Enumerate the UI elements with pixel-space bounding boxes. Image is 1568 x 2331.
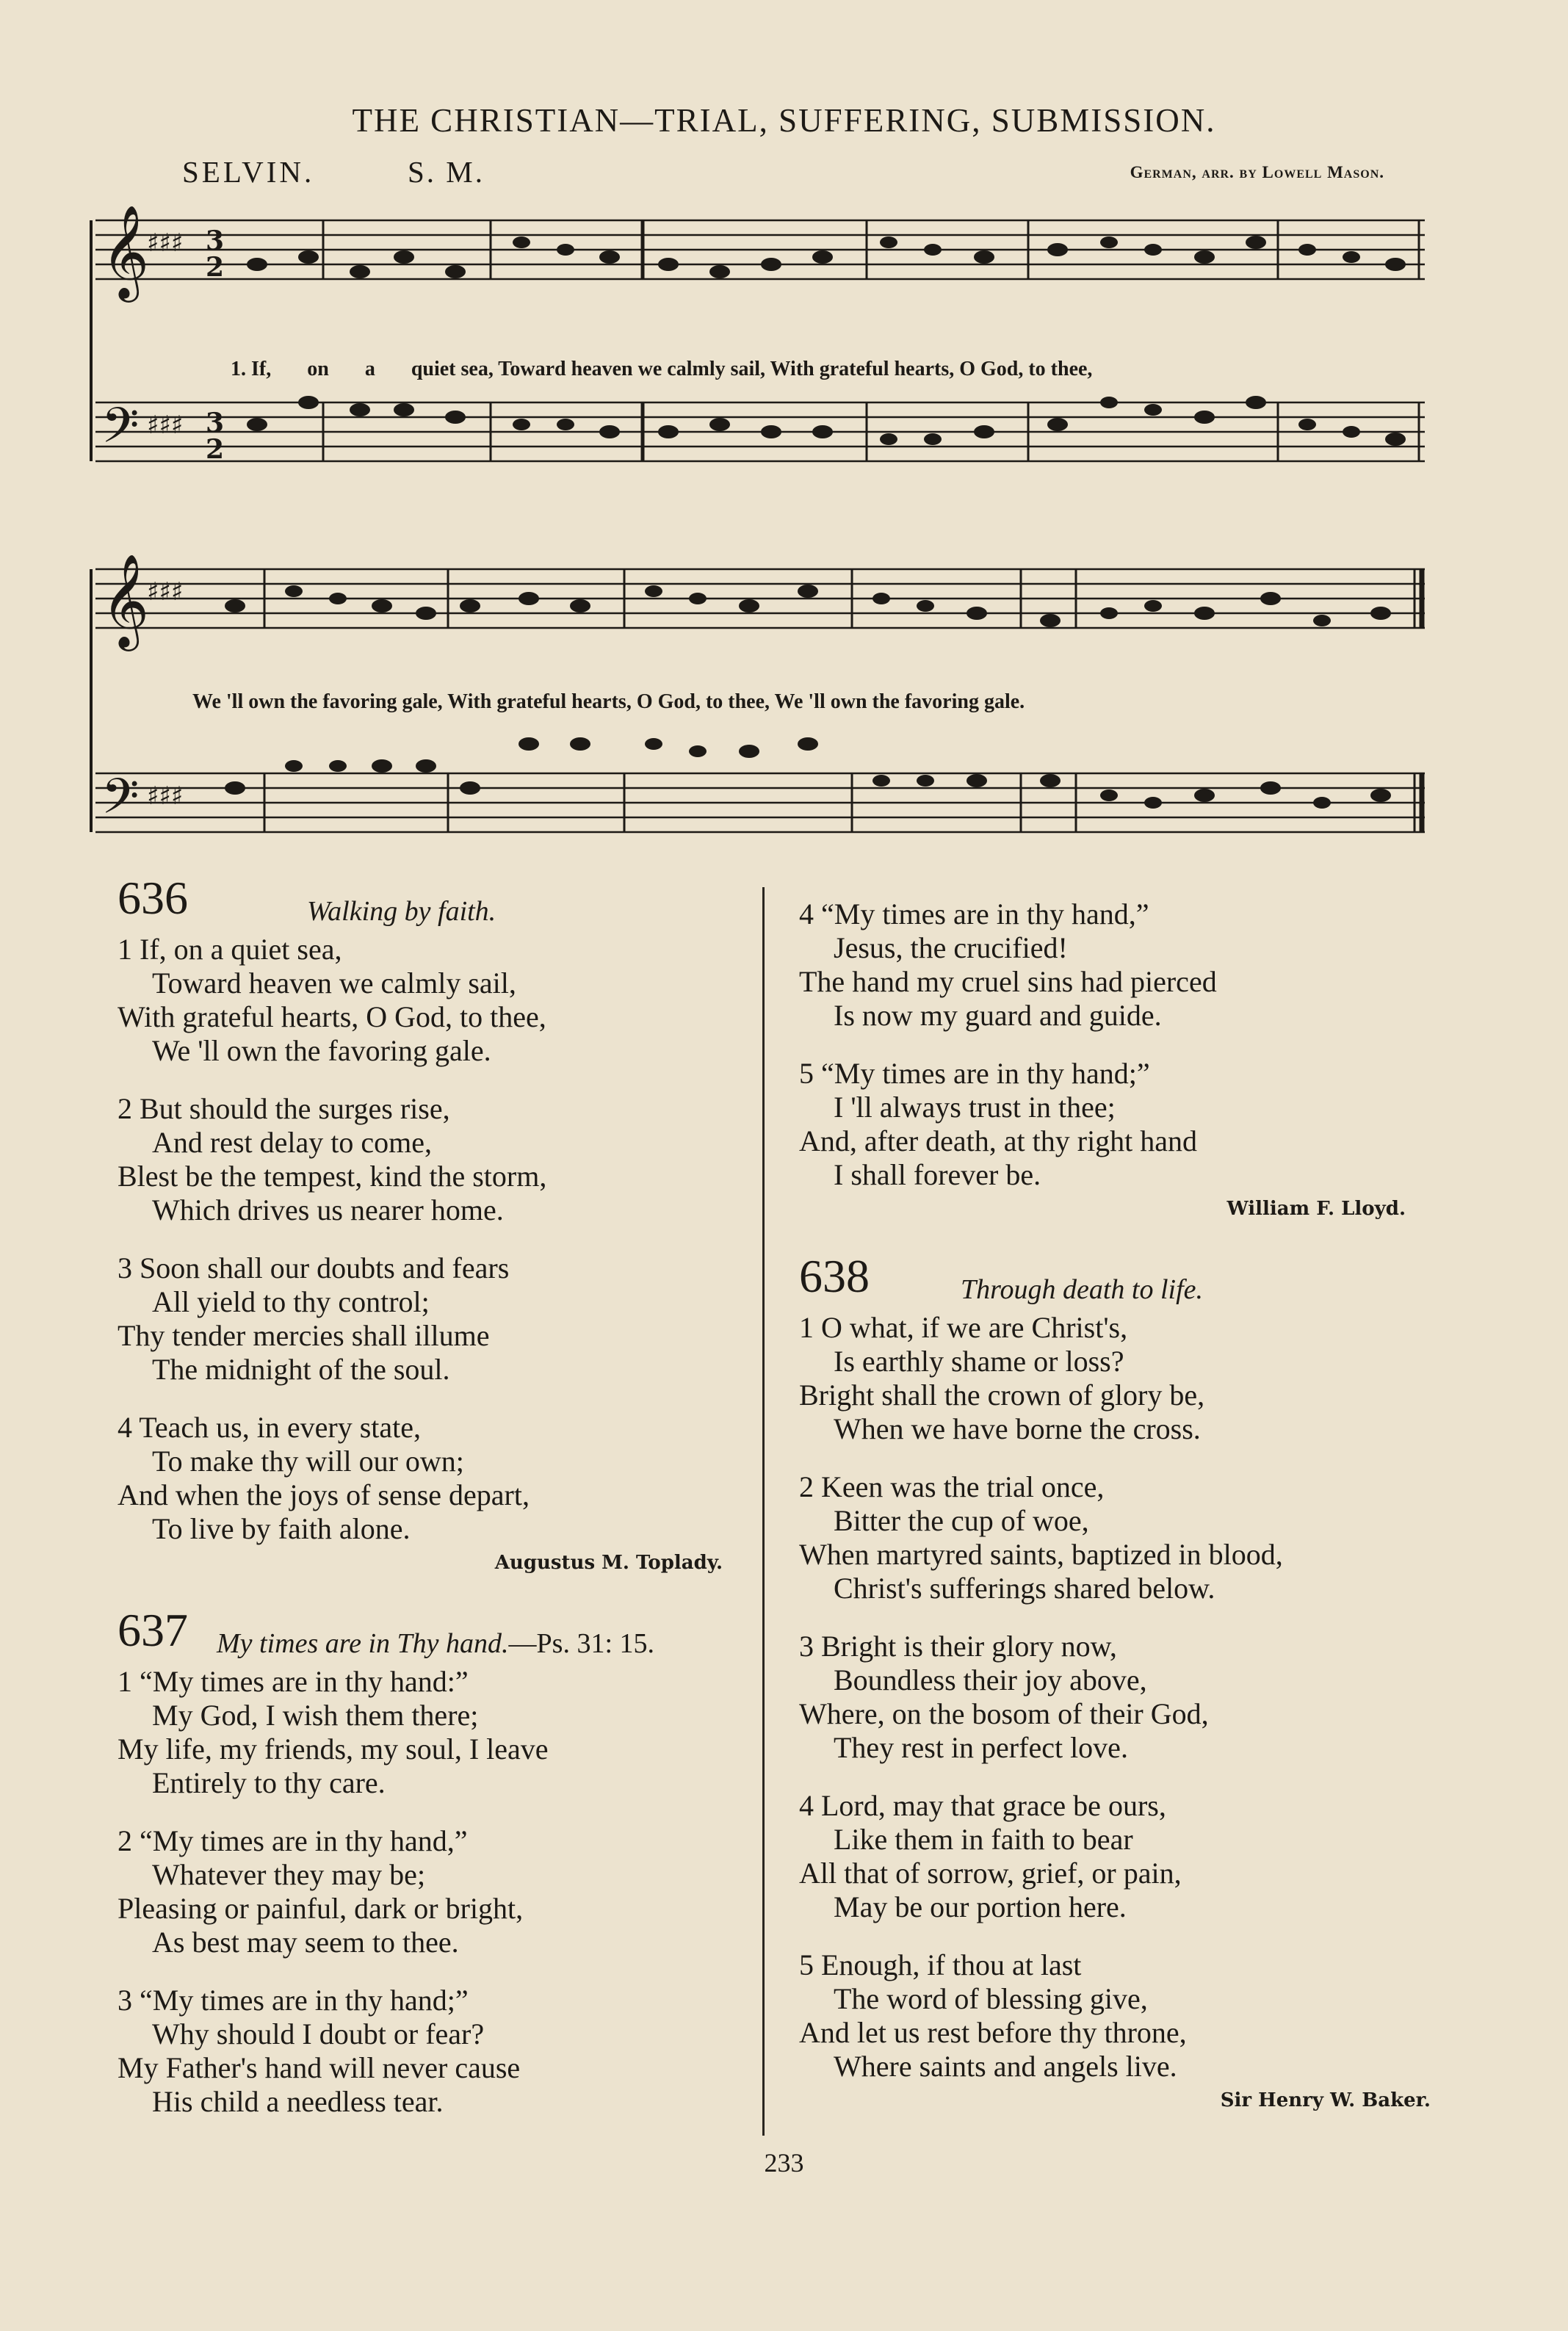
stanza xyxy=(799,1948,1409,2084)
stanza xyxy=(799,897,1409,1033)
svg-text:♯♯♯: ♯♯♯ xyxy=(147,577,184,607)
hymn-636-header xyxy=(118,872,742,933)
verse-line: 2 But should the surges rise, xyxy=(118,1092,450,1125)
author-credit: William F. Lloyd. xyxy=(1226,1198,1406,1220)
page-number: 233 xyxy=(764,2148,804,2178)
stanza xyxy=(799,1057,1409,1192)
verse-line: Bitter the cup of woe, xyxy=(834,1504,1089,1537)
verse-line: Christ's sufferings shared below. xyxy=(834,1572,1215,1605)
verse-line: They rest in perfect love. xyxy=(834,1731,1128,1764)
verse-line: 2 Keen was the trial once, xyxy=(799,1470,1105,1503)
verse-line: I shall forever be. xyxy=(834,1158,1041,1191)
verse-line: Is now my guard and guide. xyxy=(834,999,1162,1032)
verse-line: When martyred saints, baptized in blood, xyxy=(799,1538,1283,1571)
tune-name: SELVIN. xyxy=(182,155,315,189)
svg-text:♯♯♯: ♯♯♯ xyxy=(147,411,184,440)
hymn-title: My times are in Thy hand.—Ps. 31: 15. xyxy=(217,1628,655,1659)
verse-line: 1 If, on a quiet sea, xyxy=(118,933,342,966)
composer-credit: German, arr. by Lowell Mason. xyxy=(1130,163,1384,181)
verse-line: 2 “My times are in thy hand,” xyxy=(118,1824,468,1857)
verse-line: 4 “My times are in thy hand,” xyxy=(799,897,1149,930)
verse-line: Where, on the bosom of their God, xyxy=(799,1697,1209,1730)
verse-line: Bright shall the crown of glory be, xyxy=(799,1378,1205,1412)
stanza xyxy=(799,1789,1409,1924)
tune-meter: S. M. xyxy=(408,155,485,189)
section-title: THE CHRISTIAN—TRIAL, SUFFERING, SUBMISSION. xyxy=(352,102,1216,139)
verse-line: Is earthly shame or loss? xyxy=(834,1345,1124,1378)
lyrics-line-1: 1. If, on a quiet sea, Toward heaven we calmly sail, With grateful hearts, O God, to thee, xyxy=(231,358,1093,380)
verse-line: Thy tender mercies shall illume xyxy=(118,1319,490,1352)
stanza xyxy=(118,933,742,1068)
verse-line: Boundless their joy above, xyxy=(834,1663,1147,1696)
verse-line: Toward heaven we calmly sail, xyxy=(152,966,516,1000)
verse-line: His child a needless tear. xyxy=(152,2085,444,2118)
left-column xyxy=(118,872,742,2143)
verse-line: 5 Enough, if thou at last xyxy=(799,1948,1082,1981)
verse-line: The midnight of the soul. xyxy=(152,1353,450,1386)
right-column xyxy=(799,897,1431,2151)
verse-line: When we have borne the cross. xyxy=(834,1412,1201,1445)
column-divider xyxy=(762,887,765,2136)
svg-text:♯♯♯: ♯♯♯ xyxy=(147,781,184,811)
verse-line: Pleasing or painful, dark or bright, xyxy=(118,1892,524,1925)
lyrics-line-2: We 'll own the favoring gale, With grateful hearts, O God, to thee, We 'll own the favoring gale. xyxy=(192,690,1025,713)
verse-line: All that of sorrow, grief, or pain, xyxy=(799,1857,1182,1890)
hymn-638-header xyxy=(799,1250,1409,1311)
verse-line: Whatever they may be; xyxy=(152,1858,426,1891)
verse-line: 5 “My times are in thy hand;” xyxy=(799,1057,1150,1090)
verse-line: Entirely to thy care. xyxy=(152,1766,386,1799)
svg-text:2: 2 xyxy=(206,434,225,465)
stanza xyxy=(118,1251,742,1387)
verse-line: Jesus, the crucified! xyxy=(834,931,1068,964)
svg-text:♯♯♯: ♯♯♯ xyxy=(147,228,184,258)
verse-line: 3 “My times are in thy hand;” xyxy=(118,1984,469,2017)
verse-line: 4 Teach us, in every state, xyxy=(118,1411,421,1444)
verse-line: To make thy will our own; xyxy=(152,1445,464,1478)
verse-line: With grateful hearts, O God, to thee, xyxy=(118,1000,546,1033)
svg-text:𝄢: 𝄢 xyxy=(101,768,140,836)
hymn-number: 638 xyxy=(799,1250,870,1302)
stanza xyxy=(118,1824,742,1959)
verse-line: As best may seem to thee. xyxy=(152,1926,459,1959)
verse-line: Why should I doubt or fear? xyxy=(152,2017,485,2050)
verse-line: And, after death, at thy right hand xyxy=(799,1124,1198,1157)
author-credit: Sir Henry W. Baker. xyxy=(1220,2089,1431,2111)
verse-line: All yield to thy control; xyxy=(152,1285,430,1318)
verse-line: And rest delay to come, xyxy=(152,1126,432,1159)
verse-line: And when the joys of sense depart, xyxy=(118,1478,530,1511)
verse-line: 3 Bright is their glory now, xyxy=(799,1630,1117,1663)
hymn-number: 636 xyxy=(118,872,188,924)
stanza xyxy=(799,1630,1409,1765)
verse-line: May be our portion here. xyxy=(834,1890,1127,1923)
verse-line: My life, my friends, my soul, I leave xyxy=(118,1732,549,1766)
svg-text:𝄢: 𝄢 xyxy=(101,397,140,466)
verse-line: My Father's hand will never cause xyxy=(118,2051,521,2084)
verse-line: 1 “My times are in thy hand:” xyxy=(118,1665,469,1698)
author-credit: Augustus M. Toplady. xyxy=(494,1552,723,1574)
verse-line: Like them in faith to bear xyxy=(834,1823,1133,1856)
verse-line: I 'll always trust in thee; xyxy=(834,1091,1116,1124)
verse-line: We 'll own the favoring gale. xyxy=(152,1034,491,1067)
stanza xyxy=(799,1470,1409,1605)
hymn-637-header xyxy=(118,1604,742,1665)
verse-line: My God, I wish them there; xyxy=(152,1699,479,1732)
verse-line: Where saints and angels live. xyxy=(834,2050,1177,2083)
verse-line: To live by faith alone. xyxy=(152,1512,411,1545)
verse-line: The hand my cruel sins had pierced xyxy=(799,965,1217,998)
svg-text:3: 3 xyxy=(206,408,225,438)
svg-text:𝄞: 𝄞 xyxy=(101,553,150,647)
stanza xyxy=(118,1984,742,2119)
stanza xyxy=(118,1411,742,1546)
verse-line: 3 Soon shall our doubts and fears xyxy=(118,1251,510,1284)
stanza xyxy=(799,1311,1409,1446)
stanza xyxy=(118,1665,742,1800)
svg-text:3: 3 xyxy=(206,225,225,256)
verse-line: 1 O what, if we are Christ's, xyxy=(799,1311,1128,1344)
hymn-title: Walking by faith. xyxy=(307,896,496,927)
verse-line: And let us rest before thy throne, xyxy=(799,2016,1187,2049)
hymn-title: Through death to life. xyxy=(961,1274,1204,1305)
svg-text:2: 2 xyxy=(206,252,225,283)
verse-line: 4 Lord, may that grace be ours, xyxy=(799,1789,1166,1822)
verse-line: Blest be the tempest, kind the storm, xyxy=(118,1160,547,1193)
stanza xyxy=(118,1092,742,1227)
svg-text:𝄞: 𝄞 xyxy=(101,204,150,298)
verse-line: Which drives us nearer home. xyxy=(152,1193,504,1226)
hymn-number: 637 xyxy=(118,1604,188,1656)
verse-line: The word of blessing give, xyxy=(834,1982,1148,2015)
